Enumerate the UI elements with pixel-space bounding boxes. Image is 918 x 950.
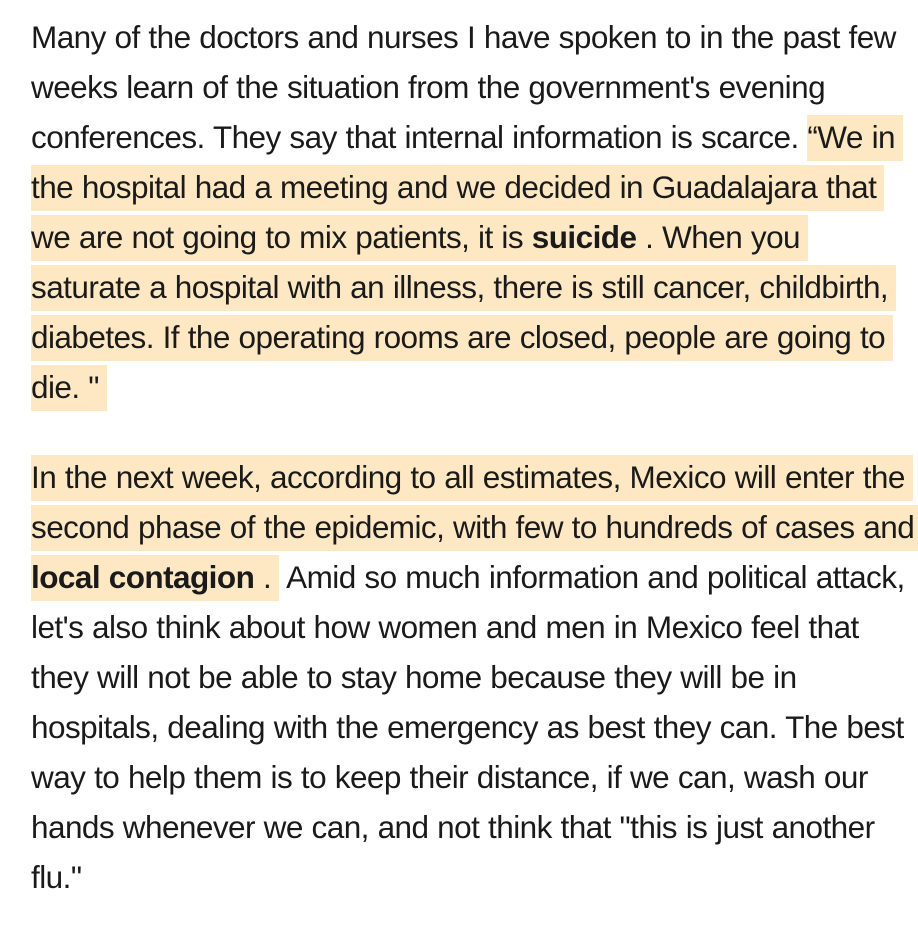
highlighted-quote[interactable] xyxy=(31,115,903,411)
quote-text-start: “We in the hospital had a meeting and we decided in Guadalajara that we are not going to mix patients, it is xyxy=(31,119,895,255)
quote-text-end: . When you saturate a hospital with an illness, there is still cancer, childbirth, diabetes. If the operating rooms are closed, people are going to die. " xyxy=(31,219,889,405)
paragraph-intro-text: Many of the doctors and nurses I have spoken to in the past few weeks learn of the situation from the government's evening conferences. They say that internal information is scarce. xyxy=(31,19,896,155)
quote-bold-suicide: suicide xyxy=(531,219,637,255)
paragraph-doctors-nurses xyxy=(31,12,915,412)
estimate-text-start: In the next week, according to all estimates, Mexico will enter the second phase of the epidemic, with few to hundreds of cases and xyxy=(31,459,915,545)
paragraph-second-phase xyxy=(31,452,915,902)
estimate-bold-local-contagion: local contagion xyxy=(31,559,255,595)
article-body xyxy=(31,12,915,902)
estimate-text-end: . xyxy=(254,559,272,595)
paragraph-rest-text: Amid so much information and political attack, let's also think about how women and men in Mexico feel that they will not be able to stay home because they will be in hospitals, dealing with the emergency as best they can. The best way to help them is to keep their distance, if we can, wash our hands whenever we can, and not think that "this is just another flu." xyxy=(31,559,905,895)
